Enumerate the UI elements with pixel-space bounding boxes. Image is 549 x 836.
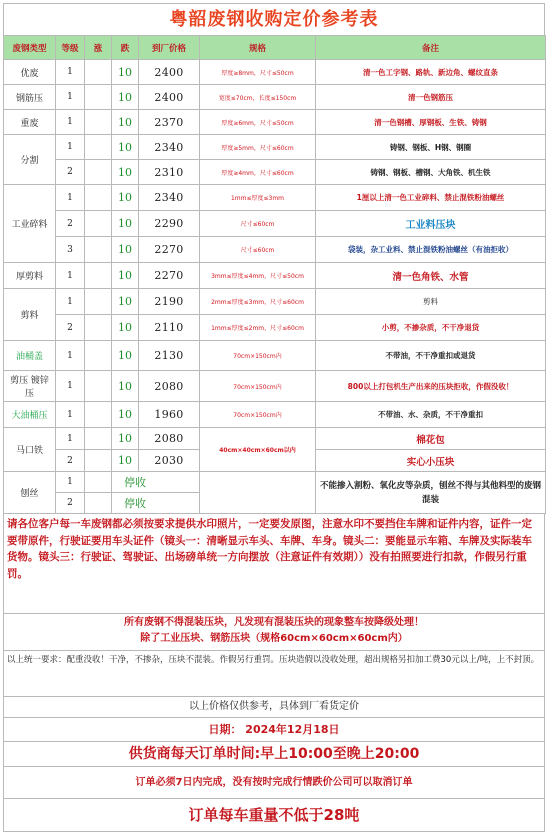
note-cell: 清一色工字钢、路轨、新边角、螺纹直条 — [316, 60, 546, 85]
note-cell: 小剪，不掺杂质，不干净退货 — [316, 315, 546, 341]
table-row — [4, 402, 546, 428]
spec-cell: 宽度≤70cm，长度≤150cm — [200, 85, 316, 110]
type-cell: 重废 — [4, 110, 56, 135]
up-cell — [85, 450, 112, 472]
grade-cell: 1 — [56, 110, 85, 135]
header-type: 废钢类型 — [4, 36, 56, 60]
table-row — [4, 185, 546, 211]
notice-text: 请各位客户每一车废钢都必须按要求提供水印照片，一定要发原图，注意水印不要挡住车牌和证件内容，证件一定要带原件，行驶证要用车头证件（镜头一：清晰显示车头、车牌、车身。镜头二：要能显示车箱、车牌及实际装车货物。镜头三：行驶证、驾驶证、出场磅单统一方向摆放（注意证件有效期））没有拍照要进行扣款，作假另行重罚。 — [3, 514, 545, 614]
type-cell: 剪压 镀锌压 — [4, 371, 56, 402]
type-cell: 刨丝 — [4, 472, 56, 514]
down-cell: 10 — [112, 450, 139, 472]
table-row — [4, 428, 546, 450]
type-cell: 分割 — [4, 135, 56, 185]
up-cell — [85, 237, 112, 263]
up-cell — [85, 85, 112, 110]
grade-cell: 2 — [56, 211, 85, 237]
down-cell: 10 — [112, 85, 139, 110]
up-cell — [85, 211, 112, 237]
grade-cell: 1 — [56, 289, 85, 315]
warning-line-1: 所有废钢不得混装压块，凡发现有混装压块的现象整车按降级处理！ — [124, 617, 424, 628]
spec-cell: 厚度≥6mm，尺寸≤50cm — [200, 110, 316, 135]
type-cell: 钢筋压 — [4, 85, 56, 110]
price-cell: 2270 — [139, 263, 200, 289]
spec-cell: 70cm×150cm内 — [200, 371, 316, 402]
down-cell: 10 — [112, 211, 139, 237]
price-cell: 2030 — [139, 450, 200, 472]
grade-cell: 1 — [56, 85, 85, 110]
price-cell: 2340 — [139, 185, 200, 211]
note-cell: 工业料压块 — [316, 211, 546, 237]
up-cell — [85, 60, 112, 85]
up-cell — [85, 493, 112, 514]
price-cell: 2290 — [139, 211, 200, 237]
grade-cell: 1 — [56, 185, 85, 211]
table-header-row — [4, 36, 546, 60]
reference-text: 以上价格仅供参考，具体到厂看货定价 — [3, 697, 545, 718]
note-cell: 实心小压块 — [316, 450, 546, 472]
warning-block — [3, 614, 545, 651]
price-cell: 2110 — [139, 315, 200, 341]
up-cell — [85, 371, 112, 402]
grade-cell: 1 — [56, 341, 85, 371]
stop-cell: 停收 — [112, 472, 200, 493]
table-row — [4, 85, 546, 110]
up-cell — [85, 110, 112, 135]
price-cell: 2370 — [139, 110, 200, 135]
price-cell: 2080 — [139, 371, 200, 402]
table-row — [4, 160, 546, 185]
note-cell: 棉花包 — [316, 428, 546, 450]
spec-cell: 尺寸≤60cm — [200, 211, 316, 237]
spec-cell: 70cm×150cm内 — [200, 402, 316, 428]
down-cell: 10 — [112, 289, 139, 315]
down-cell: 10 — [112, 428, 139, 450]
up-cell — [85, 402, 112, 428]
up-cell — [85, 185, 112, 211]
down-cell: 10 — [112, 160, 139, 185]
price-cell: 2270 — [139, 237, 200, 263]
note-cell: 铸钢、钢板、槽钢、大角铁、机生铁 — [316, 160, 546, 185]
grade-cell: 1 — [56, 263, 85, 289]
up-cell — [85, 341, 112, 371]
header-note: 备注 — [316, 36, 546, 60]
type-cell: 厚剪料 — [4, 263, 56, 289]
grade-cell: 1 — [56, 135, 85, 160]
grade-cell: 2 — [56, 315, 85, 341]
grade-cell: 3 — [56, 237, 85, 263]
header-down: 跌 — [112, 36, 139, 60]
up-cell — [85, 135, 112, 160]
warning-line-2: 除了工业压块、钢筋压块（规格60cm×60cm×60cm内） — [140, 633, 408, 644]
header-spec: 规格 — [200, 36, 316, 60]
down-cell: 10 — [112, 110, 139, 135]
price-cell: 2340 — [139, 135, 200, 160]
price-cell: 1960 — [139, 402, 200, 428]
down-cell: 10 — [112, 341, 139, 371]
type-cell: 油桶盖 — [4, 341, 56, 371]
spec-cell: 70cm×150cm内 — [200, 341, 316, 371]
date-text: 日期： 2024年12月18日 — [3, 718, 545, 742]
stop-cell: 停收 — [112, 493, 200, 514]
note-cell: 清一色钢槽、厚钢板、生铁、铸钢 — [316, 110, 546, 135]
down-cell: 10 — [112, 371, 139, 402]
spec-cell — [200, 472, 316, 514]
down-cell: 10 — [112, 237, 139, 263]
down-cell: 10 — [112, 135, 139, 160]
up-cell — [85, 289, 112, 315]
up-cell — [85, 472, 112, 493]
order-time-text: 供货商每天订单时间:早上10:00至晚上20:00 — [3, 742, 545, 767]
spec-cell: 厚度≥4mm，尺寸≤60cm — [200, 160, 316, 185]
table-row — [4, 135, 546, 160]
down-cell: 10 — [112, 315, 139, 341]
grade-cell: 2 — [56, 160, 85, 185]
note-cell: 800以上打包机生产出来的压块拒收，作假没收！ — [316, 371, 546, 402]
note-cell: 袋装，杂工业料、禁止混铁粉油螺丝（有油拒收） — [316, 237, 546, 263]
note-cell: 不带油，不干净重扣或退货 — [316, 341, 546, 371]
price-table — [3, 35, 546, 514]
table-row — [4, 315, 546, 341]
note-cell: 清一色角铁、水管 — [316, 263, 546, 289]
note-cell: 不能掺入割粉、氧化皮等杂质，刨丝不得与其他料型的废钢混装 — [316, 472, 546, 514]
header-price: 到厂价格 — [139, 36, 200, 60]
grade-cell: 1 — [56, 428, 85, 450]
price-cell: 2130 — [139, 341, 200, 371]
down-cell: 10 — [112, 185, 139, 211]
note-cell: 剪料 — [316, 289, 546, 315]
type-cell: 工业碎料 — [4, 185, 56, 263]
note-cell: 清一色钢筋压 — [316, 85, 546, 110]
header-up: 涨 — [85, 36, 112, 60]
grade-cell: 1 — [56, 371, 85, 402]
grade-cell: 2 — [56, 450, 85, 472]
spec-cell: 厚度≥5mm，尺寸≤60cm — [200, 135, 316, 160]
up-cell — [85, 160, 112, 185]
order-deadline-text: 订单必须7日内完成，没有按时完成行情跌价公司可以取消订单 — [3, 767, 545, 799]
spec-cell: 1mm≤厚度≤2mm，尺寸≤60cm — [200, 315, 316, 341]
note-cell: 不带油、水、杂质，不干净重扣 — [316, 402, 546, 428]
table-row — [4, 60, 546, 85]
grade-cell: 2 — [56, 493, 85, 514]
table-row — [4, 371, 546, 402]
price-cell: 2400 — [139, 60, 200, 85]
up-cell — [85, 315, 112, 341]
table-row — [4, 472, 546, 493]
table-row — [4, 237, 546, 263]
down-cell: 10 — [112, 60, 139, 85]
spec-cell: 3mm≤厚度≤4mm，尺寸≤50cm — [200, 263, 316, 289]
price-cell: 2400 — [139, 85, 200, 110]
header-grade: 等级 — [56, 36, 85, 60]
up-cell — [85, 428, 112, 450]
spec-cell: 尺寸≤60cm — [200, 237, 316, 263]
table-row — [4, 263, 546, 289]
price-cell: 2310 — [139, 160, 200, 185]
type-cell: 优废 — [4, 60, 56, 85]
table-row — [4, 289, 546, 315]
spec-cell: 厚度≥8mm，尺寸≤50cm — [200, 60, 316, 85]
requirement-text: 以上统一要求：配重没收！干净，不掺杂，压块不混装。作假另行重罚。压块造假以没收处理，超出规格另扣加工费30元以上/吨，上不封顶。 — [3, 651, 545, 697]
down-cell: 10 — [112, 263, 139, 289]
type-cell: 剪料 — [4, 289, 56, 341]
spec-cell: 40cm×40cm×60cm以内 — [200, 428, 316, 472]
weight-text: 订单每车重量不低于28吨 — [3, 799, 545, 832]
type-cell: 大油桶压 — [4, 402, 56, 428]
note-cell: 铸钢、钢板、H钢、钢圈 — [316, 135, 546, 160]
table-row — [4, 211, 546, 237]
table-row — [4, 110, 546, 135]
price-cell: 2080 — [139, 428, 200, 450]
up-cell — [85, 263, 112, 289]
note-cell: 1厘以上清一色工业碎料、禁止混铁粉油螺丝 — [316, 185, 546, 211]
grade-cell: 1 — [56, 402, 85, 428]
grade-cell: 1 — [56, 60, 85, 85]
spec-cell: 1mm≤厚度≤3mm — [200, 185, 316, 211]
page-title: 粤韶废钢收购定价参考表 — [3, 3, 545, 35]
price-cell: 2190 — [139, 289, 200, 315]
down-cell: 10 — [112, 402, 139, 428]
table-row — [4, 341, 546, 371]
spec-cell: 2mm≤厚度≤3mm，尺寸≤60cm — [200, 289, 316, 315]
type-cell: 马口铁 — [4, 428, 56, 472]
grade-cell: 1 — [56, 472, 85, 493]
